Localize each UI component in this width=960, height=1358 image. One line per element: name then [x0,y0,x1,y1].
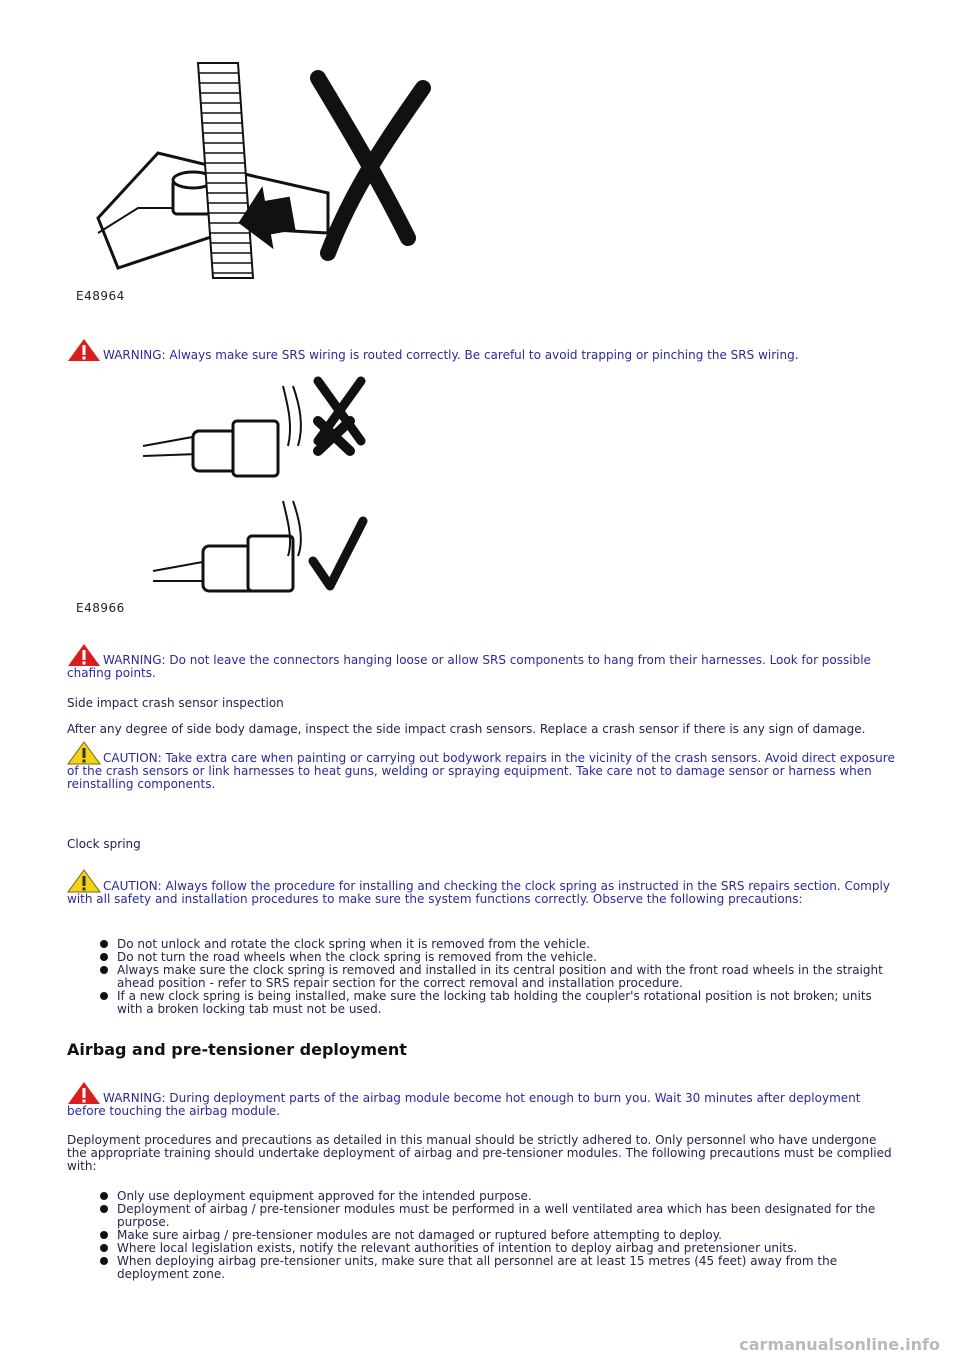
list-item: When deploying airbag pre-tensioner units, make sure that all personnel are at least 15 metres (45 feet) away from the deployment zone. [67,1255,897,1281]
warning-icon [67,338,101,362]
list-item: Always make sure the clock spring is removed and installed in its central position and with the front road wheels in the straight ahead position - refer to SRS repair section for the correct removal and installation procedure. [67,964,897,990]
bullet-icon [100,1205,108,1213]
warning-connectors: WARNING: Do not leave the connectors hanging loose or allow SRS components to hang from their harnesses. Look for possible chafing points. [67,643,897,680]
bullet-icon [100,1192,108,1200]
deployment-precautions [67,1190,897,1281]
figure-label-e48966: E48966 [76,601,125,615]
bullet-icon [100,966,108,974]
list-item: Only use deployment equipment approved for the intended purpose. [67,1190,897,1203]
warning-srs-wiring: WARNING: Always make sure SRS wiring is routed correctly. Be careful to avoid trapping or pinching the SRS wiring. [67,338,897,362]
bullet-icon [100,992,108,1000]
list-item: Do not unlock and rotate the clock spring when it is removed from the vehicle. [67,938,897,951]
caution-crash-sensors: CAUTION: Take extra care when painting or carrying out bodywork repairs in the vicinity of the crash sensors. Avoid direct exposure of the crash sensors or link harnesses to heat guns, welding or spraying equipment. Take care not to damage sensor or harness when reinstalling components. [67,741,897,791]
section-heading-airbag: Airbag and pre-tensioner deployment [67,1040,407,1059]
bullet-icon [100,1244,108,1252]
warning-hot-module: WARNING: During deployment parts of the airbag module become hot enough to burn you. Wait 30 minutes after deployment before touching the airbag module. [67,1081,897,1118]
caution-icon [67,869,101,893]
list-item: Where local legislation exists, notify the relevant authorities of intention to deploy airbag and pretensioner units. [67,1242,897,1255]
figure-e48964 [78,58,458,288]
watermark: carmanualsonline.info [739,1335,940,1354]
list-item: Make sure airbag / pre-tensioner modules are not damaged or ruptured before attempting to deploy. [67,1229,897,1242]
bullet-icon [100,953,108,961]
clock-spring-title: Clock spring [67,837,141,851]
warning-icon [67,1081,101,1105]
caution-icon [67,741,101,765]
figure-e48966 [138,376,378,616]
list-item: If a new clock spring is being installed, make sure the locking tab holding the coupler's rotational position is not broken; units with a broken locking tab must not be used. [67,990,897,1016]
list-item: Deployment of airbag / pre-tensioner modules must be performed in a well ventilated area which has been designated for the purpose. [67,1203,897,1229]
warning-icon [67,643,101,667]
bullet-icon [100,940,108,948]
side-impact-title: Side impact crash sensor inspection [67,696,284,710]
figure-label-e48964: E48964 [76,289,125,303]
bullet-icon [100,1257,108,1265]
bullet-icon [100,1231,108,1239]
side-impact-body: After any degree of side body damage, inspect the side impact crash sensors. Replace a crash sensor if there is any sign of damage. [67,722,866,736]
clock-spring-precautions [67,938,897,1016]
caution-clock-spring: CAUTION: Always follow the procedure for installing and checking the clock spring as instructed in the SRS repairs section. Comply with all safety and installation procedures to make sure the system functions correctly. Observe the following precautions: [67,869,897,906]
deployment-body: Deployment procedures and precautions as detailed in this manual should be strictly adhered to. Only personnel who have undergone the appropriate training should undertake deployment of airbag and pre-tensioner modules. The following precautions must be complied with: [67,1133,892,1173]
list-item: Do not turn the road wheels when the clock spring is removed from the vehicle. [67,951,897,964]
